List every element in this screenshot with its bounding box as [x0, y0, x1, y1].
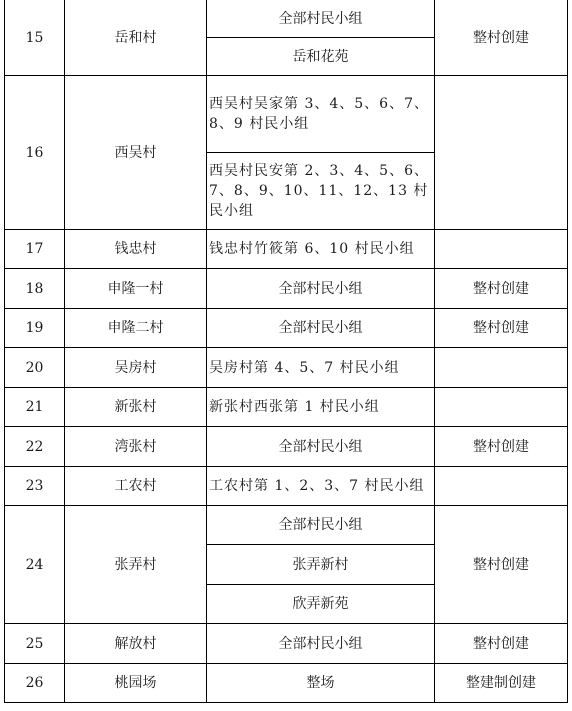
creation-type: [435, 76, 568, 230]
village-name: 申隆二村: [65, 309, 207, 348]
village-name: 西吴村: [65, 76, 207, 230]
table-row: [5, 664, 568, 703]
table-row: [5, 506, 568, 545]
group-cell: 全部村民小组: [207, 309, 435, 348]
row-number: 25: [5, 624, 65, 664]
row-number: 22: [5, 427, 65, 467]
row-number: 17: [5, 230, 65, 269]
village-name: 解放村: [65, 624, 207, 664]
table-row: [5, 309, 568, 348]
table-row: [5, 269, 568, 309]
village-table: [4, 0, 568, 703]
row-number: 24: [5, 506, 65, 624]
table-row: [5, 230, 568, 269]
village-name: 工农村: [65, 467, 207, 506]
group-cell: 全部村民小组: [207, 0, 435, 38]
group-cell: 岳和花苑: [207, 38, 435, 76]
group-cell: 全部村民小组: [207, 269, 435, 309]
group-cell: 欣弄新苑: [207, 585, 435, 624]
table-row: [5, 467, 568, 506]
table-row: [5, 348, 568, 388]
creation-type: [435, 467, 568, 506]
group-cell: 钱忠村竹筱第 6、10 村民小组: [207, 230, 435, 269]
creation-type: 整村创建: [435, 624, 568, 664]
creation-type: [435, 230, 568, 269]
group-cell: 新张村西张第 1 村民小组: [207, 388, 435, 427]
village-name: 岳和村: [65, 0, 207, 76]
creation-type: 整村创建: [435, 0, 568, 76]
row-number: 20: [5, 348, 65, 388]
village-name: 湾张村: [65, 427, 207, 467]
table-row: [5, 0, 568, 38]
group-cell: 整场: [207, 664, 435, 703]
table-row: [5, 388, 568, 427]
village-name: 申隆一村: [65, 269, 207, 309]
group-cell: 全部村民小组: [207, 624, 435, 664]
village-name: 吴房村: [65, 348, 207, 388]
creation-type: 整村创建: [435, 309, 568, 348]
village-name: 桃园场: [65, 664, 207, 703]
group-cell: 西吴村民安第 2、3、4、5、6、7、8、9、10、11、12、13 村民小组: [207, 153, 435, 230]
village-name: 钱忠村: [65, 230, 207, 269]
group-cell: 西吴村吴家第 3、4、5、6、7、8、9 村民小组: [207, 76, 435, 153]
group-cell: 工农村第 1、2、3、7 村民小组: [207, 467, 435, 506]
table-row: [5, 427, 568, 467]
creation-type: [435, 388, 568, 427]
group-cell: 全部村民小组: [207, 506, 435, 545]
table-row: [5, 624, 568, 664]
row-number: 26: [5, 664, 65, 703]
row-number: 15: [5, 0, 65, 76]
creation-type: 整村创建: [435, 506, 568, 624]
group-cell: 全部村民小组: [207, 427, 435, 467]
row-number: 16: [5, 76, 65, 230]
village-name: 张弄村: [65, 506, 207, 624]
group-cell: 张弄新村: [207, 545, 435, 585]
table-row: [5, 76, 568, 153]
creation-type: 整村创建: [435, 427, 568, 467]
village-name: 新张村: [65, 388, 207, 427]
creation-type: 整建制创建: [435, 664, 568, 703]
row-number: 19: [5, 309, 65, 348]
row-number: 18: [5, 269, 65, 309]
row-number: 23: [5, 467, 65, 506]
row-number: 21: [5, 388, 65, 427]
creation-type: [435, 348, 568, 388]
group-cell: 吴房村第 4、5、7 村民小组: [207, 348, 435, 388]
creation-type: 整村创建: [435, 269, 568, 309]
